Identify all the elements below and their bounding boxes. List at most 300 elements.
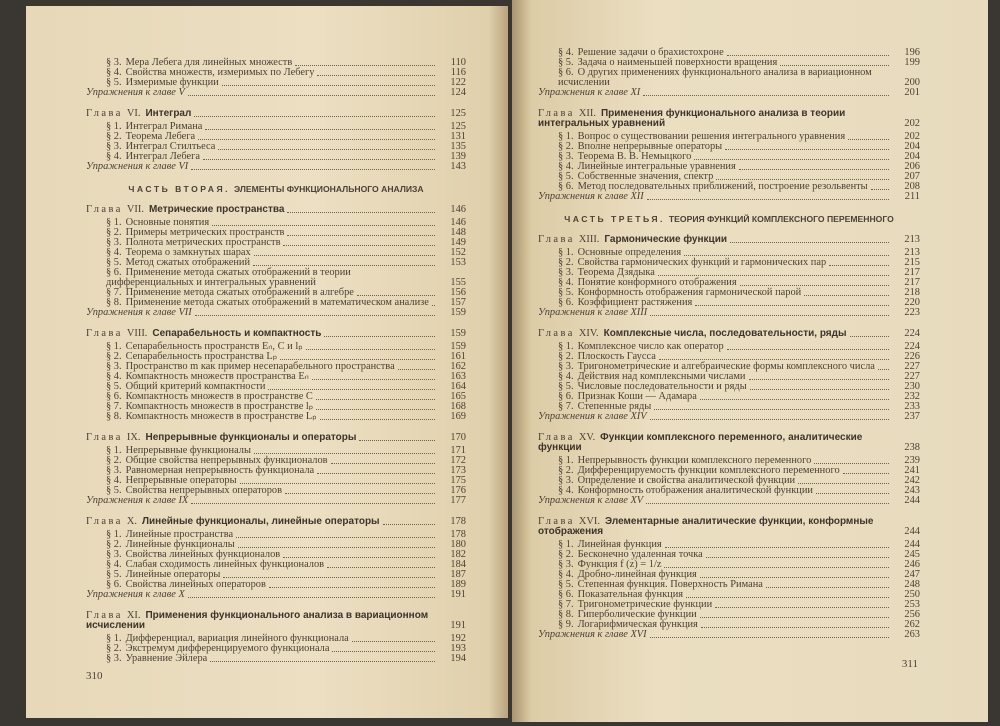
section-title: Линейная функция <box>577 539 662 550</box>
entry-title: Упражнения к главе XV <box>538 495 644 506</box>
page-ref: 202 <box>904 131 920 142</box>
section-title: Решение задачи о брахистохроне <box>577 47 724 58</box>
section-title: Свойства гармонических функций и гармонических пар <box>577 257 827 268</box>
section-number: § 1. <box>106 633 122 644</box>
toc-chapter <box>86 611 466 631</box>
dot-leader <box>287 212 435 213</box>
section-number: § 5. <box>106 485 122 496</box>
section-number: § 5. <box>558 579 574 590</box>
section-title: Конформность отображения гармонической парой <box>577 287 802 298</box>
section-title: Признак Коши — Адамара <box>577 391 697 402</box>
section-title: Понятие конформного отображения <box>577 277 737 288</box>
section-number: § 3. <box>558 361 574 372</box>
page-ref: 122 <box>450 77 466 88</box>
entry-title <box>106 412 317 422</box>
chapter-label: Глава <box>86 516 123 527</box>
section-title: Плоскость Гаусса <box>577 351 656 362</box>
dot-leader <box>650 315 889 316</box>
page-ref: 241 <box>904 465 920 476</box>
section-number: § 3. <box>558 559 574 570</box>
chapter-label: Глава <box>86 204 123 215</box>
section-title: Линейные интегральные уравнения <box>577 161 736 172</box>
dot-leader <box>647 199 889 200</box>
section-title: Собственные значения, спектр <box>577 171 714 182</box>
dot-leader <box>253 265 435 266</box>
page-ref: 153 <box>450 257 466 268</box>
entry-title: Упражнения к главе IX <box>86 495 189 506</box>
dot-leader <box>654 409 889 410</box>
page-ref: 189 <box>450 579 466 590</box>
section-title: Тригонометрические функции <box>577 599 713 610</box>
dot-leader <box>695 305 889 306</box>
dot-leader <box>432 305 435 306</box>
page-ref: 220 <box>904 297 920 308</box>
dot-leader <box>798 483 889 484</box>
section-number: § 6. <box>106 579 122 590</box>
dot-leader <box>324 336 435 337</box>
part-label: ЧАСТЬ ВТОРАЯ. <box>128 184 231 194</box>
dot-leader <box>701 627 889 628</box>
section-title: Полнота метрических пространств <box>125 237 281 248</box>
dot-leader <box>191 503 435 504</box>
dot-leader <box>850 336 889 337</box>
section-number: § 4. <box>106 475 122 486</box>
section-title: Логарифмическая функция <box>577 619 698 630</box>
section-number: § 4. <box>106 67 122 78</box>
chapter-number: IX. <box>126 432 141 443</box>
dot-leader <box>357 295 435 296</box>
section-title: Компактность множеств в пространстве C <box>125 391 313 402</box>
dot-leader <box>205 129 435 130</box>
section-title: Свойства линейных функционалов <box>125 549 281 560</box>
page-ref: 206 <box>904 161 920 172</box>
section-number: § 4. <box>558 485 574 496</box>
part-label: ЧАСТЬ ТРЕТЬЯ. <box>564 214 665 224</box>
dot-leader <box>195 315 435 316</box>
section-title: Применение метода сжатых отображений в алгебре <box>125 287 354 298</box>
section-number: § 4. <box>558 569 574 580</box>
section-title: Действия над комплексными числами <box>577 371 746 382</box>
page-ref: 157 <box>450 297 466 308</box>
page-ref: 245 <box>904 549 920 560</box>
toc-exercises <box>538 308 920 318</box>
entry-title <box>106 268 432 288</box>
section-number: § 1. <box>558 455 574 466</box>
chapter-label: Глава <box>538 516 575 527</box>
page-ref: 164 <box>450 381 466 392</box>
toc-chapter <box>538 329 920 339</box>
dot-leader <box>198 139 435 140</box>
page-ref: 161 <box>450 351 466 362</box>
dot-leader <box>359 440 435 441</box>
dot-leader <box>191 169 435 170</box>
section-number: § 2. <box>106 539 122 550</box>
toc-section <box>86 654 466 664</box>
section-number: § 1. <box>558 247 574 258</box>
page-ref: 146 <box>450 217 466 228</box>
page-ref: 125 <box>450 121 466 132</box>
part-heading <box>86 184 466 194</box>
chapter-title: Линейные функционалы, линейные операторы <box>142 516 380 527</box>
dot-leader <box>730 242 889 243</box>
section-title: Дробно-линейная функция <box>577 569 697 580</box>
chapter-title: Применения функционального анализа в вариационном исчислении <box>86 610 429 631</box>
page-ref: 227 <box>904 361 920 372</box>
page-ref: 184 <box>450 559 466 570</box>
page-ref: 218 <box>904 287 920 298</box>
section-number: § 6. <box>558 181 574 192</box>
toc-chapter <box>86 329 466 339</box>
chapter-label: Глава <box>538 432 575 443</box>
section-number: § 6. <box>106 391 122 402</box>
dot-leader <box>269 587 435 588</box>
page-ref: 223 <box>904 307 920 318</box>
part-heading <box>538 214 920 224</box>
dot-leader <box>664 567 889 568</box>
dot-leader <box>188 95 435 96</box>
entry-title <box>538 517 886 537</box>
entry-title: Упражнения к главе V <box>86 87 185 98</box>
page-ref: 116 <box>450 67 466 78</box>
section-title: Примеры метрических пространств <box>125 227 285 238</box>
section-number: § 4. <box>558 47 574 58</box>
section-title: Непрерывные операторы <box>125 475 237 486</box>
page-ref: 213 <box>904 234 920 245</box>
chapter-title: Непрерывные функционалы и операторы <box>145 432 357 443</box>
page-ref: 194 <box>450 653 466 664</box>
dot-leader <box>254 453 435 454</box>
page-ref: 148 <box>450 227 466 238</box>
section-number: § 3. <box>106 465 122 476</box>
dot-leader <box>317 75 435 76</box>
page-ref: 243 <box>904 485 920 496</box>
page-ref: 202 <box>904 118 920 129</box>
section-title: Свойства линейных операторов <box>125 579 266 590</box>
page-ref: 191 <box>450 620 466 631</box>
chapter-title: Функции комплексного переменного, аналитические функции <box>538 432 863 453</box>
page-ref: 244 <box>904 495 920 506</box>
page-ref: 191 <box>450 589 466 600</box>
page-ref: 124 <box>450 87 466 98</box>
page-ref: 152 <box>450 247 466 258</box>
section-title: Линейные операторы <box>125 569 221 580</box>
section-title: Метод последовательных приближений, построение резольвенты <box>577 181 868 192</box>
section-number: § 6. <box>558 589 574 600</box>
part-title: ЭЛЕМЕНТЫ ФУНКЦИОНАЛЬНОГО АНАЛИЗА <box>234 184 424 194</box>
toc-chapter <box>538 109 920 129</box>
section-number: § 3. <box>106 549 122 560</box>
dot-leader <box>665 547 889 548</box>
section-title: Экстремум дифференцируемого функционала <box>125 643 330 654</box>
chapter-title: Сепарабельность и компактность <box>152 328 322 339</box>
page-ref: 213 <box>904 247 920 258</box>
dot-leader <box>780 65 889 66</box>
dot-leader <box>659 359 889 360</box>
section-title: Уравнение Эйлера <box>125 653 208 664</box>
section-number: § 6. <box>558 391 574 402</box>
section-number: § 1. <box>106 217 122 228</box>
page-ref: 155 <box>450 277 466 288</box>
section-number: § 4. <box>106 559 122 570</box>
chapter-title: Элементарные аналитические функции, конформные отображения <box>538 516 874 537</box>
entry-title <box>538 329 847 339</box>
toc-chapter <box>538 433 920 453</box>
page-ref: 211 <box>904 191 920 202</box>
page-ref: 204 <box>904 141 920 152</box>
section-title: Дифференциал, вариация линейного функционала <box>125 633 349 644</box>
page-ref: 204 <box>904 151 920 162</box>
chapter-title: Применения функционального анализа в теории интегральных уравнений <box>538 108 846 129</box>
dot-leader <box>203 159 435 160</box>
dot-leader <box>212 225 435 226</box>
section-title: Непрерывные функционалы <box>125 445 251 456</box>
section-number: § 5. <box>106 257 122 268</box>
section-number: § 7. <box>106 401 122 412</box>
chapter-title: Метрические пространства <box>148 204 285 215</box>
section-title: Показательная функция <box>577 589 684 600</box>
section-number: § 2. <box>106 351 122 362</box>
section-title: Свойства непрерывных операторов <box>125 485 283 496</box>
entry-title <box>86 433 356 443</box>
dot-leader <box>650 637 889 638</box>
toc-exercises <box>86 308 466 318</box>
page-ref: 244 <box>904 539 920 550</box>
page-ref: 110 <box>450 57 466 68</box>
part-title: ТЕОРИЯ ФУНКЦИЙ КОМПЛЕКСНОГО ПЕРЕМЕННОГО <box>668 214 894 224</box>
section-number: § 6. <box>558 297 574 308</box>
dot-leader <box>327 567 435 568</box>
entry-title: Упражнения к главе XIV <box>538 411 647 422</box>
dot-leader <box>700 617 889 618</box>
section-title: Компактность множеств в пространстве lₚ <box>125 401 314 412</box>
section-number: § 3. <box>106 141 122 152</box>
dot-leader <box>223 577 435 578</box>
section-title: Теорема В. В. Немыцкого <box>577 151 692 162</box>
section-number: § 9. <box>558 619 574 630</box>
section-title: О других применениях функционального анализа в вариационном исчислении <box>558 67 872 88</box>
section-number: § 4. <box>558 371 574 382</box>
page-ref: 171 <box>450 445 466 456</box>
page-ref: 244 <box>904 526 920 537</box>
toc-chapter <box>538 235 920 245</box>
section-number: § 1. <box>558 539 574 550</box>
dot-leader <box>686 597 889 598</box>
chapter-label: Глава <box>86 610 123 621</box>
chapter-title: Гармонические функции <box>604 234 727 245</box>
section-number: § 8. <box>558 609 574 620</box>
dot-leader <box>295 65 435 66</box>
chapter-number: X. <box>126 516 138 527</box>
section-number: § 7. <box>558 599 574 610</box>
toc-chapter <box>86 109 466 119</box>
page-ref: 248 <box>904 579 920 590</box>
section-number: § 5. <box>558 171 574 182</box>
section-number: § 3. <box>558 151 574 162</box>
section-number: § 5. <box>106 77 122 88</box>
dot-leader <box>694 159 889 160</box>
section-number: § 1. <box>106 121 122 132</box>
page-ref: 169 <box>450 411 466 422</box>
chapter-number: XVI. <box>578 516 600 527</box>
page-ref: 238 <box>904 442 920 453</box>
dot-leader <box>766 587 889 588</box>
section-title: Интеграл Римана <box>125 121 203 132</box>
dot-leader <box>804 295 889 296</box>
toc-section <box>86 268 466 288</box>
section-title: Сепарабельность пространства Lₚ <box>125 351 278 362</box>
page-ref: 217 <box>904 277 920 288</box>
page-ref: 125 <box>450 108 466 119</box>
page-ref: 217 <box>904 267 920 278</box>
section-number: § 2. <box>558 465 574 476</box>
dot-leader <box>306 349 435 350</box>
dot-leader <box>398 369 435 370</box>
entry-title <box>86 611 432 631</box>
page-ref: 146 <box>450 204 466 215</box>
chapter-number: VI. <box>126 108 141 119</box>
dot-leader <box>283 245 435 246</box>
section-title: Теорема Лебега <box>125 131 196 142</box>
chapter-number: XIV. <box>578 328 599 339</box>
section-number: § 8. <box>106 411 122 422</box>
section-title: Интеграл Стилтьеса <box>125 141 216 152</box>
page-number: 310 <box>86 670 103 682</box>
dot-leader <box>317 473 435 474</box>
page-number: 311 <box>901 658 918 670</box>
entry-title: Упражнения к главе X <box>86 589 185 600</box>
section-number: § 1. <box>558 131 574 142</box>
dot-leader <box>700 577 889 578</box>
page-ref: 149 <box>450 237 466 248</box>
entry-title: Упражнения к главе XVI <box>538 629 647 640</box>
chapter-title: Комплексные числа, последовательности, ряды <box>603 328 847 339</box>
section-number: § 5. <box>558 381 574 392</box>
dot-leader <box>829 265 889 266</box>
section-title: Степенная функция. Поверхность Римана <box>577 579 763 590</box>
section-title: Гиперболические функции <box>577 609 697 620</box>
dot-leader <box>749 379 890 380</box>
dot-leader <box>332 651 435 652</box>
section-number: § 2. <box>558 257 574 268</box>
section-title: Дифференцируемость функции комплексного переменного <box>577 465 840 476</box>
section-number: § 5. <box>558 287 574 298</box>
section-title: Непрерывность функции комплексного переменного <box>577 455 812 466</box>
section-number: § 3. <box>106 57 122 68</box>
section-title: Линейные функционалы <box>125 539 235 550</box>
section-number: § 3. <box>106 237 122 248</box>
entry-title: Упражнения к главе XIII <box>538 307 648 318</box>
dot-leader <box>646 503 889 504</box>
section-title: Метод сжатых отображений <box>125 257 251 268</box>
toc-exercises <box>86 88 466 98</box>
page-ref: 199 <box>904 57 920 68</box>
section-title: Бесконечно удаленная точка <box>577 549 703 560</box>
toc-chapter <box>86 517 466 527</box>
dot-leader <box>238 547 435 548</box>
section-number: § 4. <box>106 151 122 162</box>
page-ref: 178 <box>450 529 466 540</box>
toc-section <box>538 68 920 88</box>
section-number: § 3. <box>558 267 574 278</box>
entry-title: Упражнения к главе XI <box>538 87 641 98</box>
dot-leader <box>871 189 889 190</box>
section-title: Применение метода сжатых отображений в теории дифференциальных и интегральных уравнений <box>106 267 351 288</box>
section-title: Степенные ряды <box>577 401 652 412</box>
section-number: § 2. <box>106 643 122 654</box>
page-ref: 246 <box>904 559 920 570</box>
section-number: § 1. <box>558 341 574 352</box>
entry-title <box>86 109 191 119</box>
dot-leader <box>320 419 435 420</box>
chapter-number: XIII. <box>578 234 600 245</box>
section-number: § 7. <box>558 401 574 412</box>
dot-leader <box>816 493 889 494</box>
page-ref: 131 <box>450 131 466 142</box>
dot-leader <box>312 379 435 380</box>
toc-exercises <box>86 162 466 172</box>
section-title: Общие свойства непрерывных функционалов <box>125 455 328 466</box>
dot-leader <box>814 463 889 464</box>
dot-leader <box>878 369 889 370</box>
section-number: § 4. <box>106 371 122 382</box>
section-number: § 2. <box>558 141 574 152</box>
page-ref: 227 <box>904 371 920 382</box>
page-ref: 262 <box>904 619 920 630</box>
entry-title: Упражнения к главе VI <box>86 161 189 172</box>
dot-leader <box>194 116 435 117</box>
section-title: Мера Лебега для линейных множеств <box>125 57 293 68</box>
page-ref: 224 <box>904 328 920 339</box>
entry-title <box>86 329 321 339</box>
section-title: Пространство m как пример несепарабельного пространства <box>125 361 395 372</box>
page-ref: 135 <box>450 141 466 152</box>
section-number: § 5. <box>106 381 122 392</box>
page-ref: 177 <box>450 495 466 506</box>
page-ref: 237 <box>904 411 920 422</box>
toc-list <box>538 48 920 640</box>
page-ref: 224 <box>904 341 920 352</box>
section-number: § 4. <box>106 247 122 258</box>
section-title: Сепарабельность пространств Eₙ, C и lₚ <box>125 341 303 352</box>
entry-title <box>558 68 886 88</box>
section-title: Тригонометрические и алгебраические формы комплексного числа <box>577 361 875 372</box>
section-title: Свойства множеств, измеримых по Лебегу <box>125 67 315 78</box>
dot-leader <box>715 607 889 608</box>
page-ref: 192 <box>450 633 466 644</box>
section-number: § 3. <box>106 361 122 372</box>
entry-title <box>106 654 207 664</box>
dot-leader <box>352 641 435 642</box>
section-title: Комплексное число как оператор <box>577 341 724 352</box>
page-ref: 163 <box>450 371 466 382</box>
dot-leader <box>650 419 889 420</box>
dot-leader <box>331 463 435 464</box>
chapter-number: VIII. <box>126 328 148 339</box>
dot-leader <box>727 55 889 56</box>
dot-leader <box>210 661 435 662</box>
section-title: Теорема о замкнутых шарах <box>125 247 251 258</box>
dot-leader <box>740 285 889 286</box>
dot-leader <box>727 349 889 350</box>
page-ref: 180 <box>450 539 466 550</box>
chapter-label: Глава <box>538 108 575 119</box>
section-title: Общий критерий компактности <box>125 381 266 392</box>
dot-leader <box>316 409 435 410</box>
section-number: § 6. <box>558 67 574 78</box>
page-ref: 173 <box>450 465 466 476</box>
section-number: § 2. <box>106 131 122 142</box>
chapter-number: XII. <box>578 108 596 119</box>
